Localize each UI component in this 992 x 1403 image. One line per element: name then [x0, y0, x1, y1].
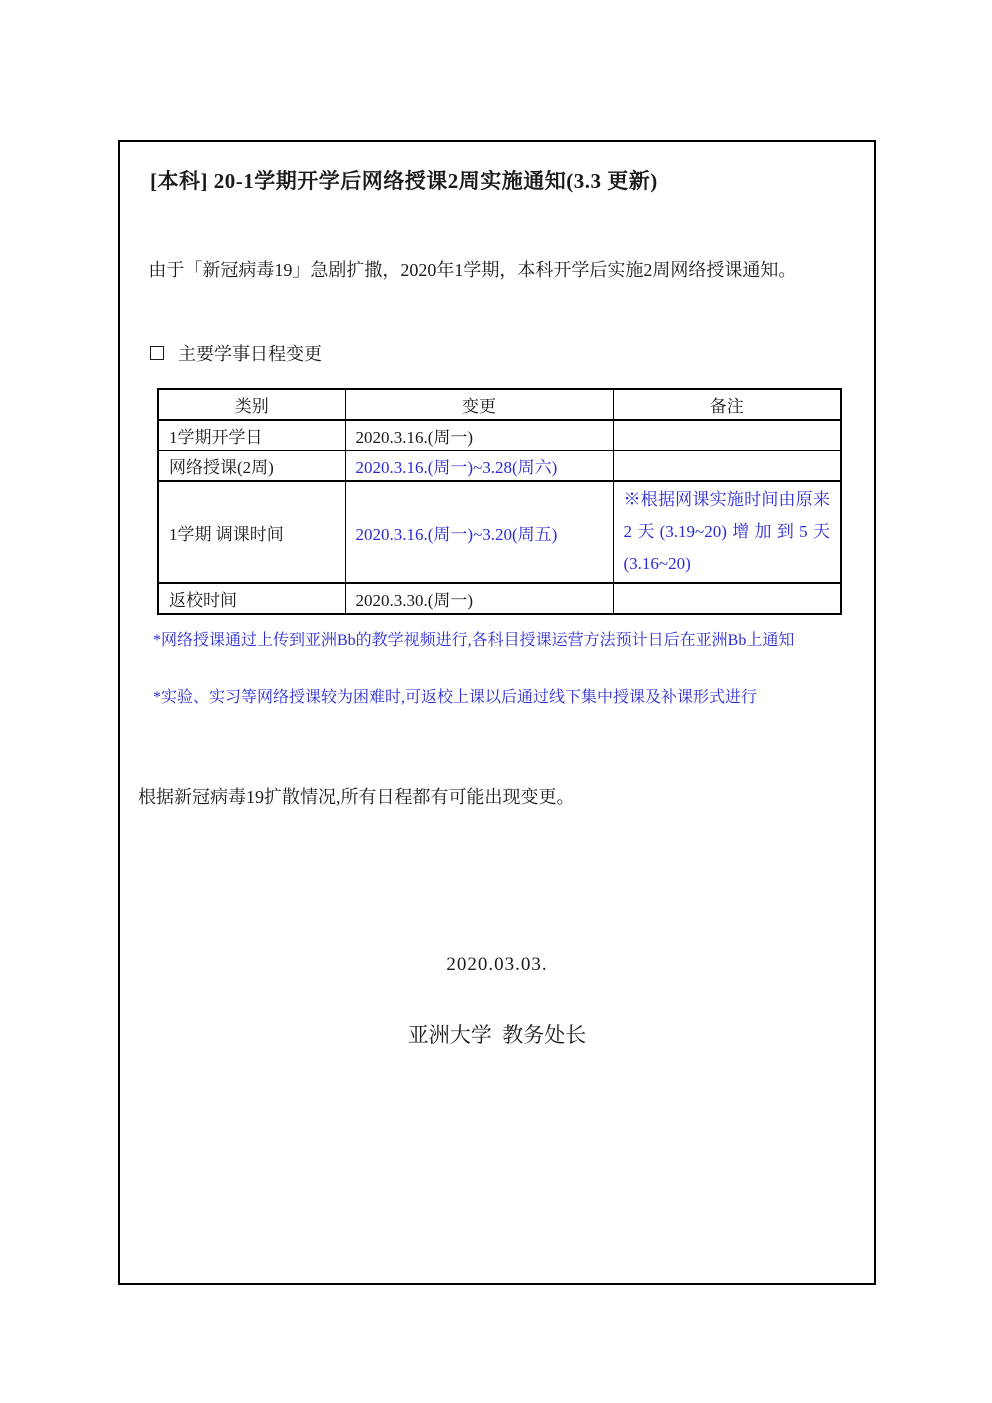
cell-category: 1学期 调课时间 — [158, 481, 345, 583]
header-change: 变更 — [345, 389, 613, 420]
cell-category: 返校时间 — [158, 583, 345, 614]
table-row — [158, 451, 841, 482]
table-header-row — [158, 389, 841, 420]
schedule-change-table — [157, 388, 842, 615]
note-lab-class: *实验、实习等网络授课较为困难时,可返校上课以后通过线下集中授课及补课形式进行 — [153, 689, 758, 706]
notice-date: 2020.03.03. — [446, 954, 548, 975]
note-online-class: *网络授课通过上传到亚洲Bb的教学视频进行,各科目授课运营方法预计日后在亚洲Bb上通知 — [153, 632, 795, 649]
cell-category: 1学期开学日 — [158, 420, 345, 451]
cell-remark — [613, 583, 841, 614]
disclaimer-paragraph: 根据新冠病毒19扩散情况,所有日程都有可能出现变更。 — [138, 787, 575, 807]
table-row — [158, 583, 841, 614]
cell-change: 2020.3.16.(周一)~3.28(周六) — [345, 451, 613, 482]
cell-remark: ※根据网课实施时间由原来2天(3.19~20)增加到5天(3.16~20) — [613, 481, 841, 583]
cell-category: 网络授课(2周) — [158, 451, 345, 482]
cell-remark — [613, 420, 841, 451]
signature: 亚洲大学 教务处长 — [407, 1023, 587, 1047]
table-row — [158, 481, 841, 583]
header-category: 类别 — [158, 389, 345, 420]
cell-change: 2020.3.16.(周一) — [345, 420, 613, 451]
intro-paragraph: 由于「新冠病毒19」急剧扩撒，2020年1学期，本科开学后实施2周网络授课通知。 — [148, 260, 797, 280]
cell-remark — [613, 451, 841, 482]
page-title: [本科] 20-1学期开学后网络授课2周实施通知(3.3 更新) — [150, 169, 658, 193]
header-remark: 备注 — [613, 389, 841, 420]
cell-change: 2020.3.16.(周一)~3.20(周五) — [345, 481, 613, 583]
section-heading-label: 主要学事日程变更 — [178, 344, 322, 364]
section-heading — [150, 340, 874, 366]
notice-document-frame — [118, 140, 876, 1285]
cell-change: 2020.3.30.(周一) — [345, 583, 613, 614]
table-row — [158, 420, 841, 451]
checkbox-square-icon — [150, 346, 164, 360]
